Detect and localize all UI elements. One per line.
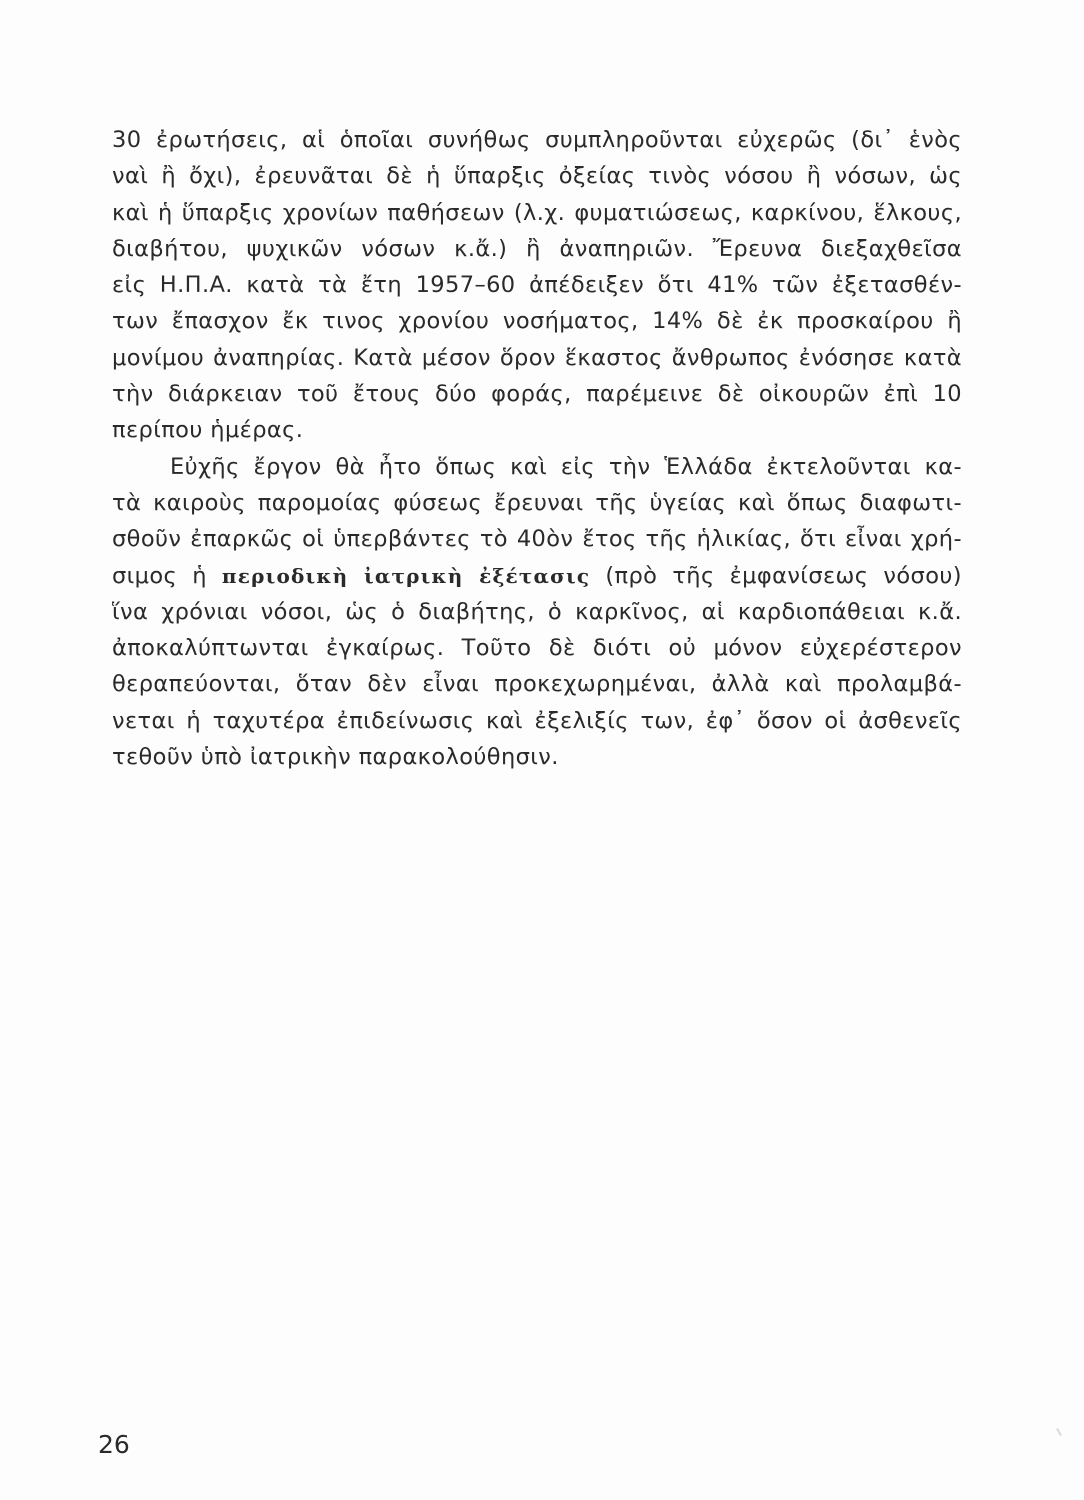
text-line: διαβήτου, ψυχικῶν νόσων κ.ἄ.) ἢ ἀναπηριῶν. Ἔρευνα διεξαχθεῖσα bbox=[112, 235, 962, 262]
paragraph-1 bbox=[112, 122, 962, 449]
text-line: τὴν διάρκειαν τοῦ ἔτους δύο φοράς, παρέμεινε δὲ οἰκουρῶν ἐπὶ 10 bbox=[112, 381, 962, 408]
line-end: (πρὸ τῆς ἐμφανίσεως νόσου) bbox=[590, 562, 962, 589]
text-line: μονίμου ἀναπηρίας. Κατὰ μέσον ὅρον ἕκαστος ἄνθρωπος ἐνόσησε κατὰ bbox=[112, 344, 962, 371]
text-line-with-emphasis bbox=[112, 558, 962, 594]
text-line: νεται ἡ ταχυτέρα ἐπιδείνωσις καὶ ἐξελιξίς των, ἐφ᾽ ὅσον οἱ ἀσθενεῖς bbox=[112, 707, 962, 734]
text-line: τεθοῦν ὑπὸ ἰατρικὴν παρακολούθησιν. bbox=[112, 744, 559, 771]
body-text bbox=[112, 122, 962, 775]
text-line: των ἔπασχον ἔκ τινος χρονίου νοσήματος, 14% δὲ ἐκ προσκαίρου ἢ bbox=[112, 308, 962, 335]
text-line: καὶ ἡ ὕπαρξις χρονίων παθήσεων (λ.χ. φυματιώσεως, καρκίνου, ἕλκους, bbox=[112, 199, 962, 226]
scan-speck bbox=[1056, 1428, 1062, 1436]
line-start: σιμος ἡ bbox=[112, 562, 222, 589]
text-line: εἰς Η.Π.Α. κατὰ τὰ ἔτη 1957–60 ἀπέδειξεν ὅτι 41% τῶν ἐξετασθέν- bbox=[112, 272, 962, 299]
text-line: τὰ καιροὺς παρομοίας φύσεως ἔρευναι τῆς ὑγείας καὶ ὅπως διαφωτι- bbox=[112, 489, 962, 516]
page-number: 26 bbox=[98, 1430, 130, 1459]
paragraph-2 bbox=[112, 449, 962, 776]
text-line: ἀποκαλύπτωνται ἐγκαίρως. Τοῦτο δὲ διότι οὐ μόνον εὐχερέστερον bbox=[112, 635, 962, 662]
text-line: ναὶ ἢ ὄχι), ἐρευνᾶται δὲ ἡ ὕπαρξις ὀξείας τινὸς νόσου ἢ νόσων, ὡς bbox=[112, 163, 962, 190]
text-line: θεραπεύονται, ὅταν δὲν εἶναι προκεχωρημέναι, ἀλλὰ καὶ προλαμβά- bbox=[112, 671, 962, 698]
text-line: ἵνα χρόνιαι νόσοι, ὡς ὁ διαβήτης, ὁ καρκῖνος, αἱ καρδιοπάθειαι κ.ἄ. bbox=[112, 598, 962, 625]
emphasized-term: περιοδικὴ ἰατρικὴ ἐξέτασις bbox=[221, 563, 591, 588]
text-line: Εὐχῆς ἔργον θὰ ἦτο ὅπως καὶ εἰς τὴν Ἑλλάδα ἐκτελοῦνται κα- bbox=[170, 453, 962, 480]
text-line: σθοῦν ἐπαρκῶς οἱ ὑπερβάντες τὸ 40ὸν ἔτος τῆς ἡλικίας, ὅτι εἶναι χρή- bbox=[112, 526, 962, 553]
text-line: 30 ἐρωτήσεις, αἱ ὁποῖαι συνήθως συμπληροῦνται εὐχερῶς (δι᾽ ἑνὸς bbox=[112, 127, 962, 153]
text-line: περίπου ἡμέρας. bbox=[112, 417, 304, 444]
